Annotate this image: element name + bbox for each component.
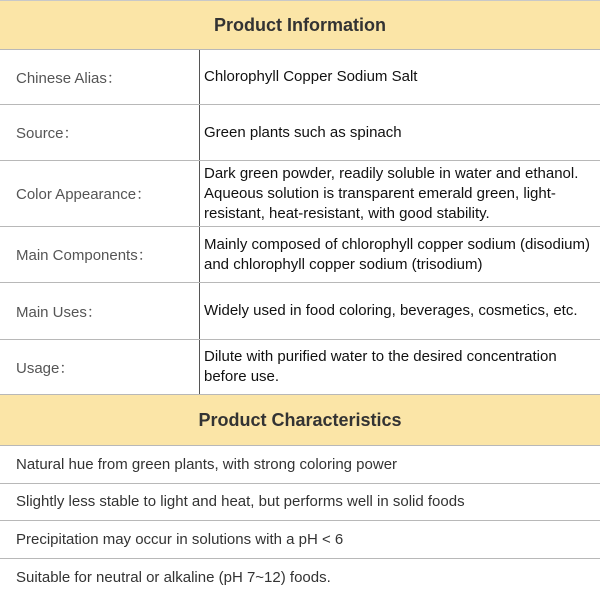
characteristic-item: Suitable for neutral or alkaline (pH 7~12) foods. (16, 568, 331, 586)
characteristic-item: Slightly less stable to light and heat, but performs well in solid foods (0, 484, 600, 522)
info-label: Usage： (0, 340, 200, 394)
info-value: Dark green powder, readily soluble in water and ethanol. Aqueous solution is transparent emerald green, light-resistant, heat-resistant, with good stability. (204, 164, 579, 222)
info-label: Source： (0, 105, 200, 160)
characteristic-item: Precipitation may occur in solutions with a pH < 6 (0, 521, 600, 559)
info-value: Widely used in food coloring, beverages, cosmetics, etc. (204, 302, 578, 319)
info-label: Main Components： (0, 227, 200, 282)
product-characteristics-header (0, 395, 600, 446)
characteristic-item: Natural hue from green plants, with strong coloring power (0, 446, 600, 484)
info-row-chinese-alias (0, 50, 600, 105)
info-value: Chlorophyll Copper Sodium Salt (204, 68, 418, 85)
info-value: Dilute with purified water to the desired concentration before use. (204, 348, 557, 385)
info-row-color-appearance (0, 161, 600, 227)
info-value: Green plants such as spinach (204, 123, 402, 141)
info-label: Main Uses： (0, 283, 200, 339)
product-information-title: Product Information (214, 14, 386, 35)
product-characteristics-title: Product Characteristics (198, 409, 402, 430)
info-row-main-uses (0, 283, 600, 340)
info-value: Mainly composed of chlorophyll copper sodium (disodium) and chlorophyll copper sodium (trisodium) (204, 235, 591, 273)
product-information-header (0, 0, 600, 50)
info-label: Chinese Alias： (0, 50, 200, 104)
info-row-usage (0, 340, 600, 395)
info-label: Color Appearance： (0, 161, 200, 226)
info-row-source (0, 105, 600, 161)
info-row-main-components (0, 227, 600, 283)
